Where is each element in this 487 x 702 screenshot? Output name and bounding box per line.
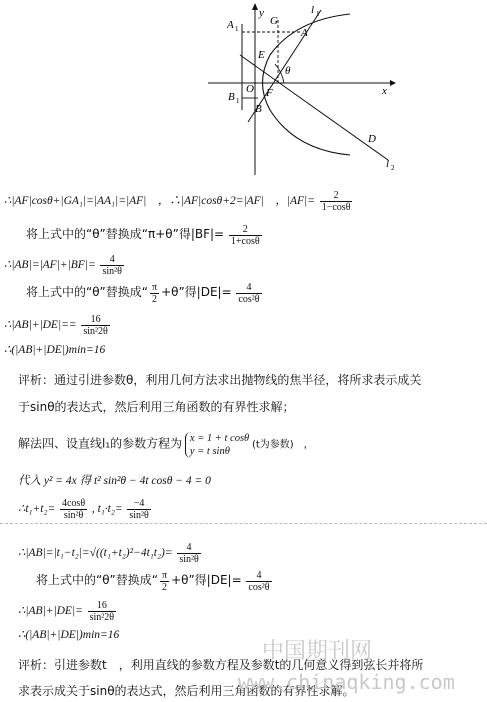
page-separator: [0, 523, 487, 524]
substitute-line: 代入 y² = 4x 得 t² sin²θ − 4t cosθ − 4 = 0: [18, 475, 211, 487]
label-y: y: [259, 7, 264, 19]
label-O: O: [246, 83, 254, 95]
watermark-url: www.chinaqking.com: [238, 670, 455, 694]
label-A: A: [301, 27, 308, 39]
label-A1: A: [227, 19, 234, 31]
label-F: F: [266, 87, 273, 99]
svg-text:2: 2: [391, 164, 395, 172]
min-line-2: ∴(|AB|+|DE|)min=16: [18, 629, 120, 641]
label-E: E: [258, 49, 265, 61]
label-theta: θ: [285, 65, 291, 77]
comment-1: 评析：通过引进参数θ，利用几何方法求出抛物线的焦半径，将所求表示成关: [18, 373, 422, 387]
sum-line-2: ∴|AB|+|DE|= $\frac{16}{\text{sin²2θ}}$: [18, 600, 115, 623]
de-replace-line: 将上式中的“θ”替换成“ $\frac{\pi}{2}$ +θ”得|DE|= $\frac{4}{\text{cos²θ}}$: [36, 570, 270, 593]
comment-2b: 求表示成关于sinθ的表达式，然后利用三角函数的有界性求解。: [18, 684, 355, 698]
ab-chord-line: ∴|AB|=|t₁−t₂|=√((t₁+t₂)²−4t₁t₂)= $\frac{4}{\text{sin²θ}}$: [18, 542, 199, 565]
svg-text:1: 1: [316, 10, 320, 18]
label-D: D: [368, 133, 376, 145]
line-sum: ∴|AB|+|DE|== $\frac{16}{\text{sin²2θ}}$: [4, 314, 108, 337]
vieta-line: ∴t₁+t₂= $\frac{4\cos\theta}{\text{sin²θ}}$ , t₁·t₂= $\frac{-4}{\text{sin²θ}}$: [18, 498, 149, 521]
line-ab: ∴|AB|=|AF|+|BF|= $\frac{4}{\text{sin²θ}}$: [4, 254, 122, 277]
line-de: 将上式中的“θ”替换成“ $\frac{\pi}{2}$ +θ”得|DE|= $\frac{4}{\text{cos²θ}}$: [26, 282, 260, 305]
line-af: ∴|AF|cosθ+|GA₁|=|AA₁|=|AF| ，∴|AF|cosθ+2=|AF| ，|AF|= $\frac{2}{1-\cos\theta}$: [4, 190, 351, 213]
label-B: B: [255, 103, 262, 115]
line-min: ∴(|AB|+|DE|)min=16: [4, 344, 106, 356]
label-l1: l: [311, 4, 315, 16]
label-G: G: [270, 15, 278, 27]
watermark-cn: 中国期刊网: [262, 639, 373, 664]
method-four: 解法四、设直线l₁的参数方程为 x = 1 + t cosθ y = t sinθ (t为参数) ，: [18, 433, 314, 457]
svg-text:1: 1: [236, 97, 240, 105]
comment-1b: 于sinθ的表达式，然后利用三角函数的有界性求解；: [18, 400, 295, 414]
label-B1: B: [228, 91, 235, 103]
comment-2: 评析：引进参数t ，利用直线的参数方程及参数t的几何意义得到弦长并将所: [18, 658, 424, 672]
label-l2: l: [386, 158, 390, 170]
parabola-figure: [200, 0, 400, 185]
svg-text:1: 1: [235, 25, 239, 33]
label-x: x: [382, 85, 387, 97]
line-bf: 将上式中的“θ”替换成“π+θ”得|BF|= $\frac{2}{1+\cos\theta}$: [26, 224, 260, 247]
